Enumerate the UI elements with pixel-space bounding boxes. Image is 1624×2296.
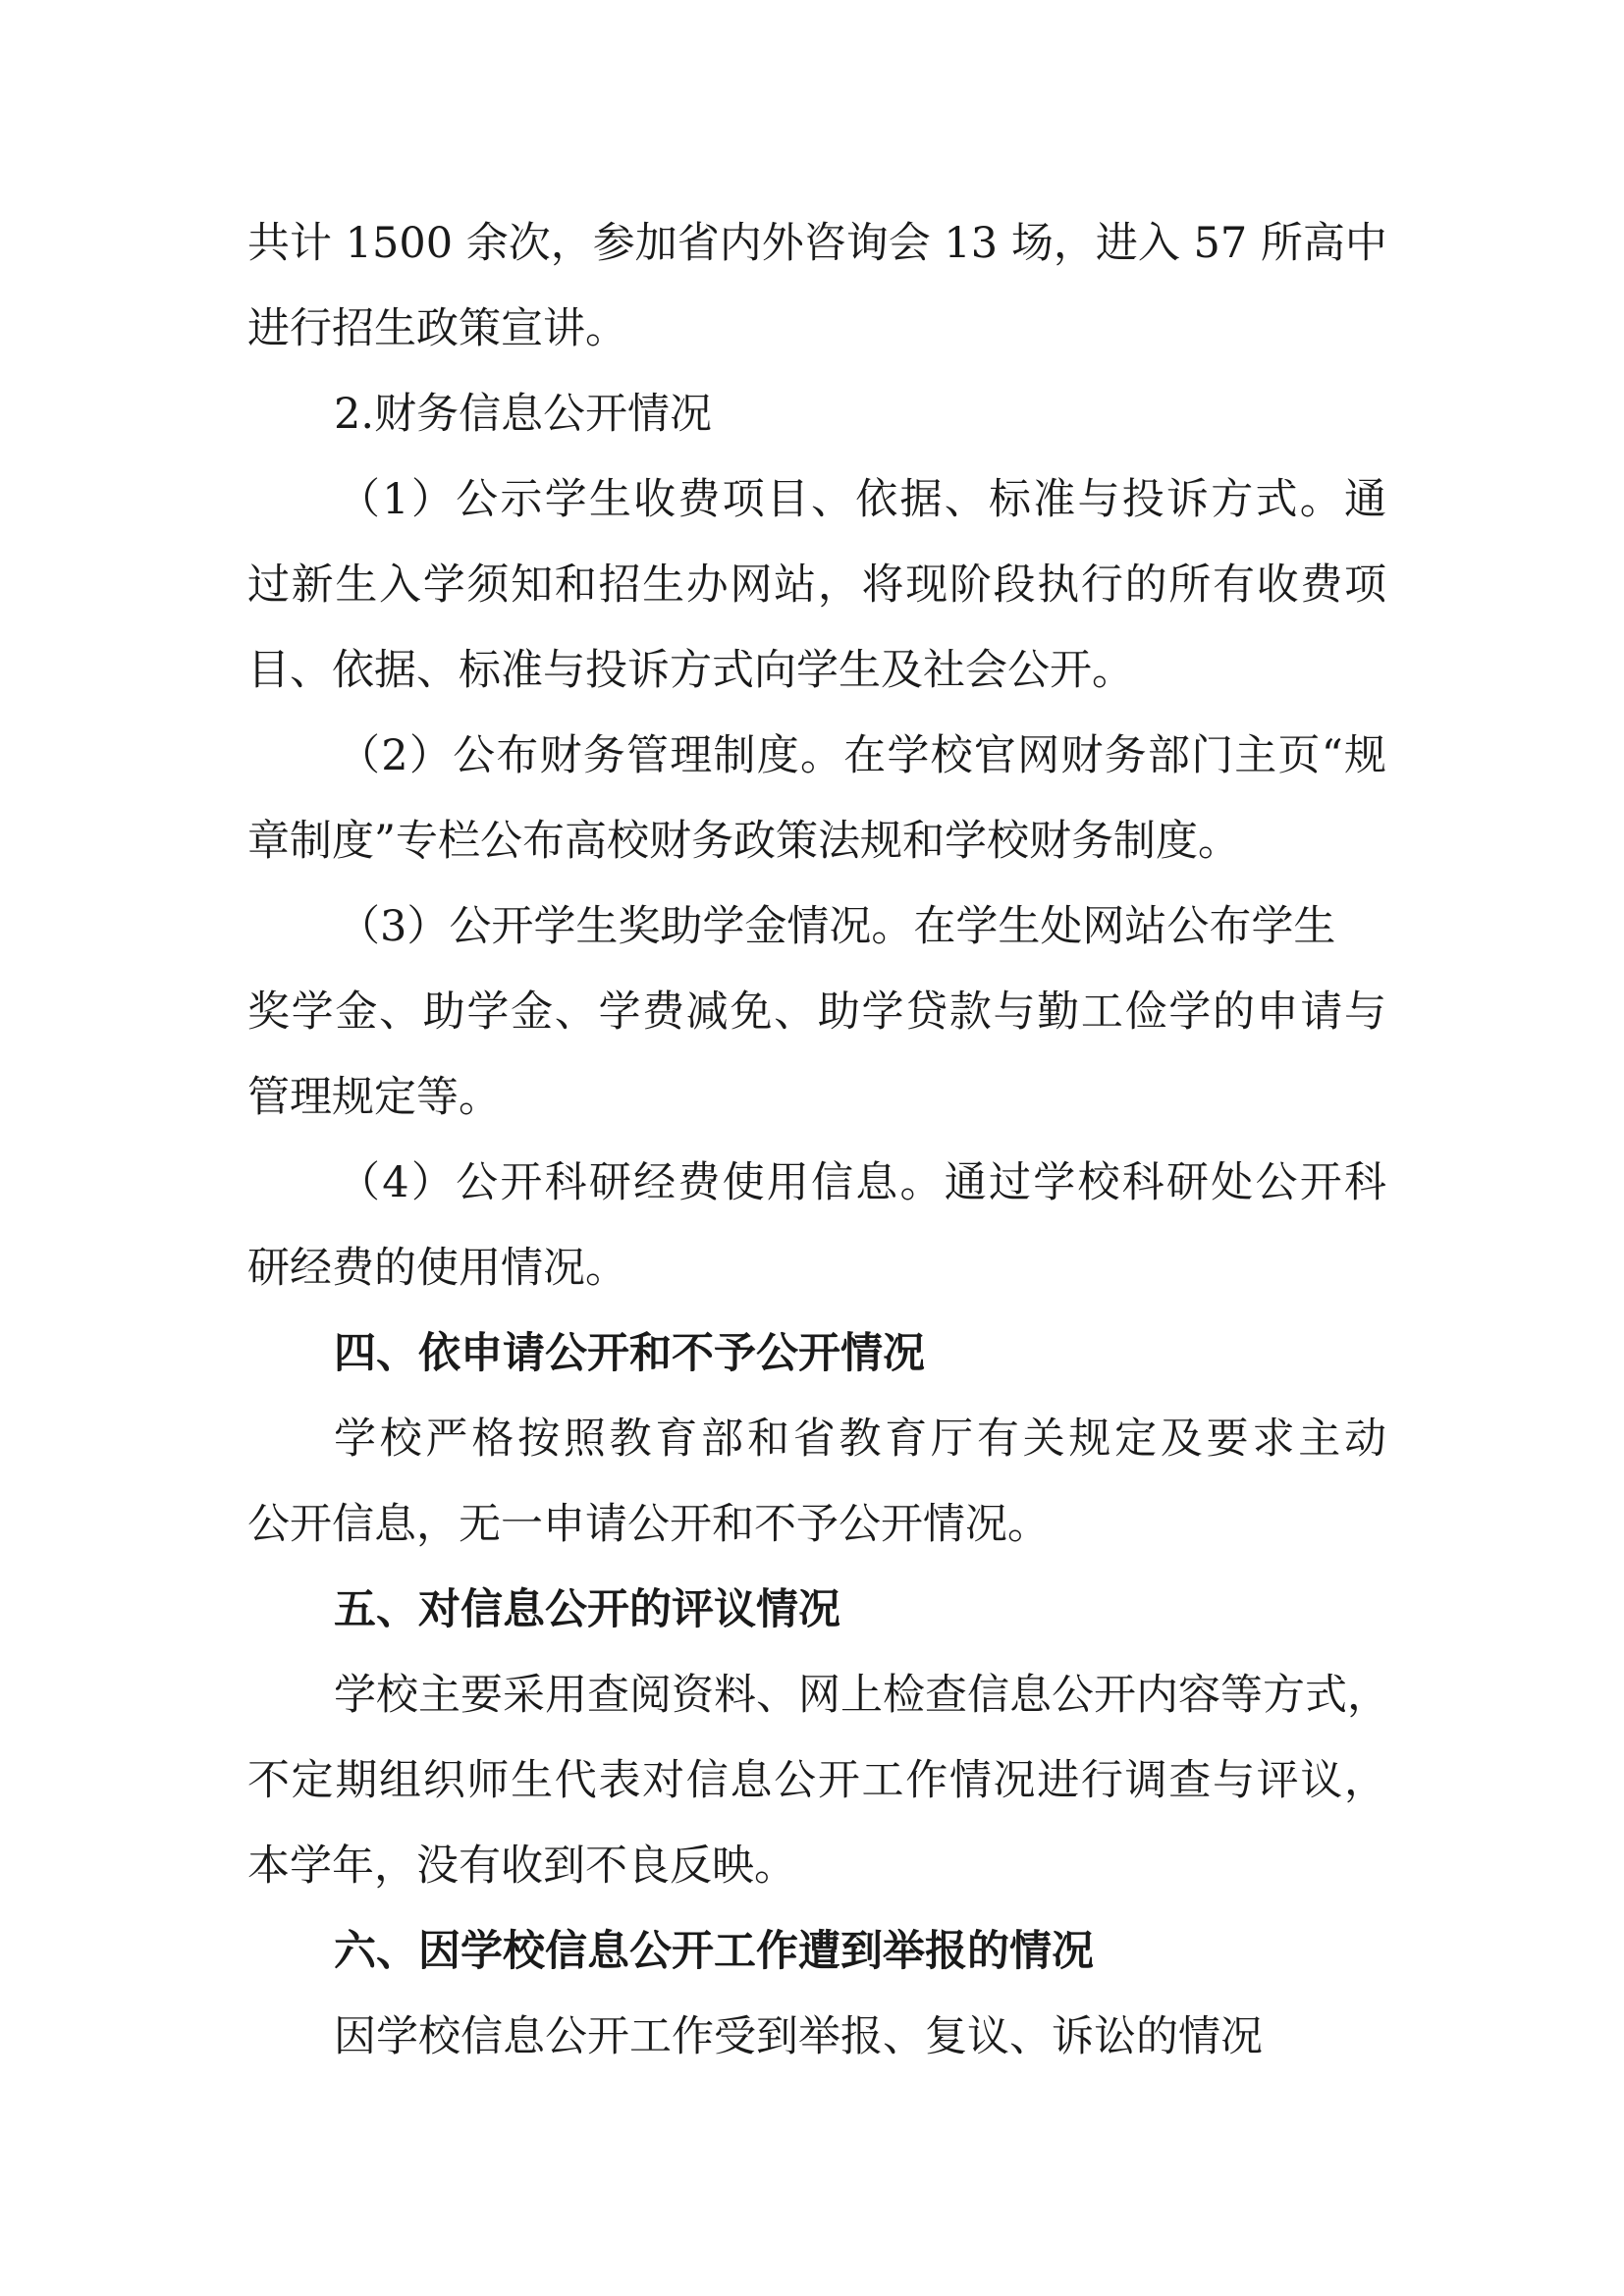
paragraph-line: 过新生入学须知和招生办网站，将现阶段执行的所有收费项 xyxy=(247,561,1386,610)
paragraph-line: （3）公开学生奖助学金情况。在学生处网站公布学生 xyxy=(338,902,1336,951)
paragraph-line: 奖学金、助学金、学费减免、助学贷款与勤工俭学的申请与 xyxy=(247,988,1386,1037)
paragraph-line: 管理规定等。 xyxy=(247,1073,501,1122)
subsection-title: 2.财务信息公开情况 xyxy=(334,390,713,439)
document-body xyxy=(247,201,1389,2080)
paragraph-line: 不定期组织师生代表对信息公开工作情况进行调查与评议， xyxy=(247,1756,1386,1805)
paragraph-line: 章制度”专栏公布高校财务政策法规和学校财务制度。 xyxy=(247,817,1240,866)
section-heading: 六、因学校信息公开工作遭到举报的情况 xyxy=(334,1927,1094,1976)
paragraph-line: 因学校信息公开工作受到举报、复议、诉讼的情况 xyxy=(334,2012,1263,2061)
section-heading: 五、对信息公开的评议情况 xyxy=(334,1585,840,1634)
section-heading: 四、依申请公开和不予公开情况 xyxy=(334,1329,925,1378)
paragraph-line: 共计 1500 余次，参加省内外咨询会 13 场，进入 57 所高中 xyxy=(247,219,1387,268)
paragraph-line: 研经费的使用情况。 xyxy=(247,1244,627,1293)
paragraph-line: 公开信息，无一申请公开和不予公开情况。 xyxy=(247,1500,1050,1549)
paragraph-line: （2）公布财务管理制度。在学校官网财务部门主页“规 xyxy=(338,731,1386,780)
paragraph-line: 学校严格按照教育部和省教育厅有关规定及要求主动 xyxy=(334,1415,1386,1464)
paragraph-line: （1）公示学生收费项目、依据、标准与投诉方式。通 xyxy=(338,475,1386,524)
paragraph-line: 进行招生政策宣讲。 xyxy=(247,304,627,353)
paragraph-line: 目、依据、标准与投诉方式向学生及社会公开。 xyxy=(247,646,1134,695)
paragraph-line: 本学年，没有收到不良反映。 xyxy=(247,1842,796,1891)
paragraph-line: （4）公开科研经费使用信息。通过学校科研处公开科 xyxy=(338,1158,1386,1207)
paragraph-line: 学校主要采用查阅资料、网上检查信息公开内容等方式， xyxy=(334,1671,1389,1720)
